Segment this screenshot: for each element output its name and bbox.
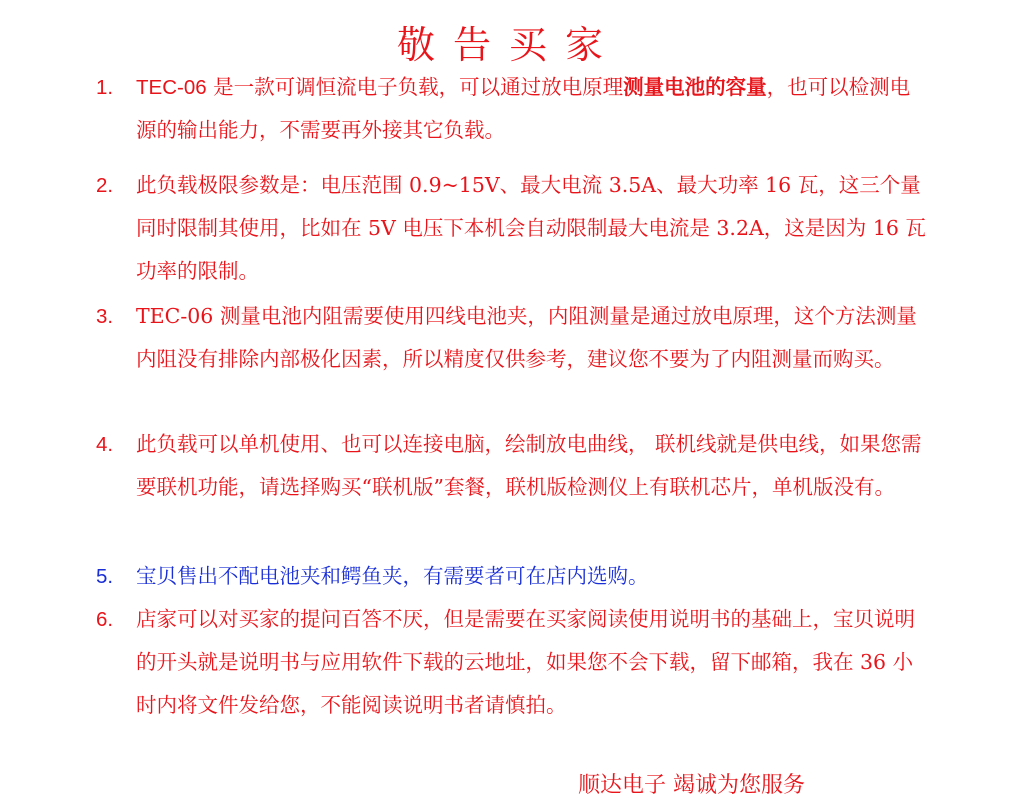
item-number: 6.	[96, 608, 114, 631]
item-number: 1.	[96, 76, 114, 99]
item-number: 3.	[96, 305, 114, 328]
item-text: 店家可以对买家的提问百答不厌，但是需要在买家阅读使用说明书的基础上，宝贝说明的开头就是说明书与应用软件下载的云地址，如果您不会下载，留下邮箱，我在 36 小时内将文件发给您，不能阅读说明书者请慎拍。	[136, 607, 915, 717]
item-text: 此负载极限参数是：电压范围 0.9~15V、最大电流 3.5A、最大功率 16 瓦，这三个量同时限制其使用，比如在 5V 电压下本机会自动限制最大电流是 3.2A，这是因为 16 瓦功率的限制。	[136, 173, 926, 283]
model-name: TEC-06	[136, 76, 207, 99]
page-title: 敬告买家	[396, 23, 621, 67]
footer-signature: 顺达电子 竭诚为您服务	[578, 773, 805, 798]
item-text-segment: 是一款可调恒流电子负载，可以通过放电原理	[206, 75, 624, 99]
item-number: 2.	[96, 174, 114, 197]
notice-item-2	[96, 164, 926, 293]
item-number: 5.	[96, 565, 114, 588]
item-number: 4.	[96, 433, 114, 456]
item-text: 宝贝售出不配电池夹和鳄鱼夹，有需要者可在店内选购。	[136, 564, 649, 588]
notice-item-6	[96, 598, 926, 727]
item-text: 此负载可以单机使用、也可以连接电脑，绘制放电曲线， 联机线就是供电线，如果您需要联机功能，请选择购买“联机版”套餐，联机版检测仪上有联机芯片，单机版没有。	[136, 432, 922, 499]
item-text: TEC-06 测量电池内阻需要使用四线电池夹，内阻测量是通过放电原理，这个方法测量内阻没有排除内部极化因素，所以精度仅供参考，建议您不要为了内阻测量而购买。	[136, 304, 917, 371]
item-text-segment: ，也可以检测电源的输出能力，不需要再外接其它负载。	[136, 75, 911, 142]
notice-item-3	[96, 295, 926, 381]
notice-item-4	[96, 423, 926, 509]
notice-item-5	[96, 555, 926, 598]
item-text	[136, 66, 926, 152]
emphasis-text: 测量电池的容量	[623, 75, 767, 99]
notice-item-1	[96, 66, 926, 152]
